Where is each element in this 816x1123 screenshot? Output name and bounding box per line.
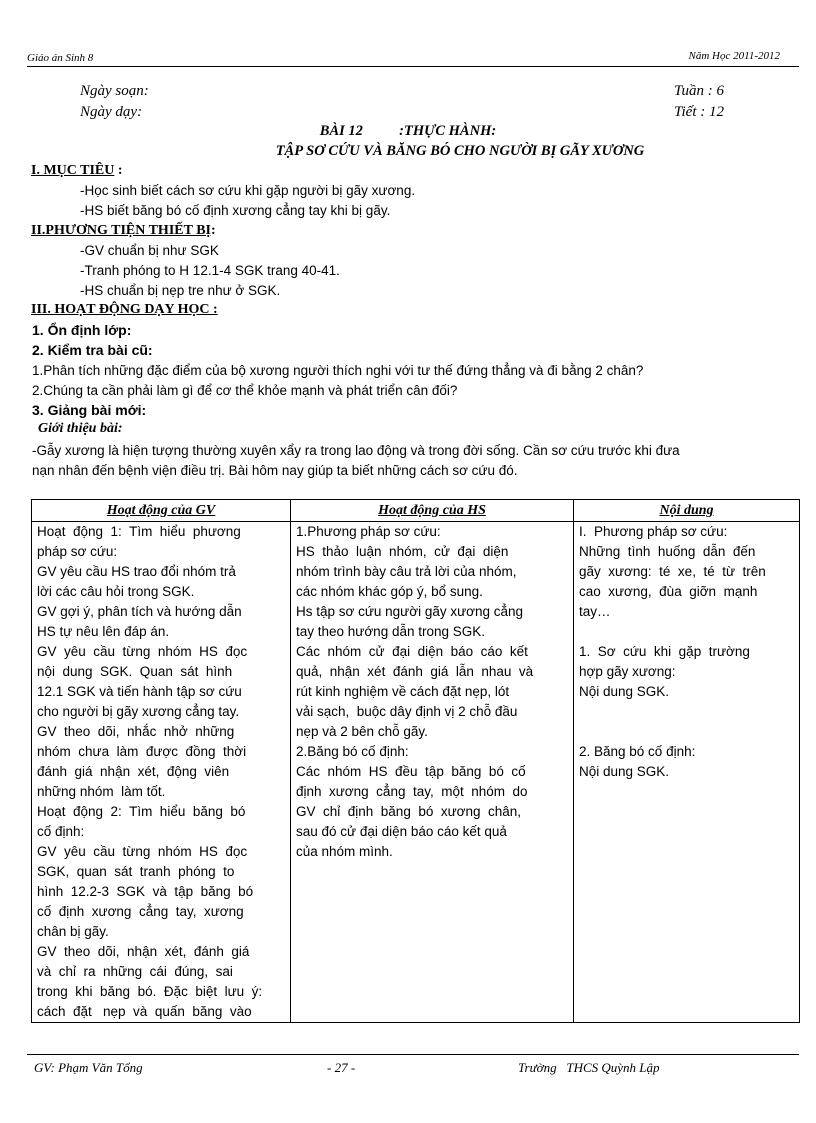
table-cell-line: vải sạch, buộc dây định vị 2 chỗ đầu	[296, 704, 518, 719]
column-header-gv: Hoạt động của GV	[32, 500, 291, 522]
table-cell-line: GV chỉ định băng bó xương chân,	[296, 804, 522, 819]
table-cell-line: hợp gãy xương:	[579, 664, 676, 679]
kiem-tra-bai-cu: 2. Kiểm tra bài cũ:	[32, 342, 153, 358]
table-cell-line: Nội dung SGK.	[579, 684, 670, 699]
table-cell-line: 12.1 SGK và tiến hành tập sơ cứu	[37, 684, 242, 699]
table-cell-line: rút kinh nghiệm về cách đặt nẹp, lót	[296, 684, 510, 699]
table-cell-line: và chỉ ra những cái đúng, sai	[37, 964, 233, 979]
table-cell-line: nhóm trình bày câu trả lời của nhóm,	[296, 564, 517, 579]
table-cell-line: sau đó cử đại diện báo cáo kết quả	[296, 824, 507, 839]
table-cell-line: nẹp và 2 bên chỗ gãy.	[296, 724, 428, 739]
table-cell-line: Hoạt động 2: Tìm hiểu băng bó	[37, 804, 246, 819]
table-cell-line: lời các câu hỏi trong SGK.	[37, 584, 195, 599]
table-cell-line: nội dung SGK. Quan sát hình	[37, 664, 233, 679]
table-row	[32, 522, 800, 1023]
question-1: 1.Phân tích những đặc điểm của bộ xương người thích nghi với tư thế đứng thẳng và đi bằng 2 chân?	[32, 363, 644, 378]
lesson-subtitle: TẬP SƠ CỨU VÀ BĂNG BÓ CHO NGƯỜI BỊ GÃY XƯƠNG	[275, 143, 645, 159]
table-cell-line: 1.Phương pháp sơ cứu:	[296, 524, 441, 539]
ngay-day-label: Ngày dạy:	[80, 104, 143, 120]
gv-activity-cell	[32, 522, 291, 1023]
section-2-item: -HS chuẩn bị nẹp tre như ở SGK.	[80, 283, 281, 298]
section-1-item: -Học sinh biết cách sơ cứu khi gặp người bị gãy xương.	[80, 183, 416, 198]
header-school-year: Năm Học 2011-2012	[688, 50, 780, 62]
lesson-activity-table	[31, 499, 800, 1023]
table-cell-line: gãy xương: té xe, té từ trên	[579, 564, 766, 579]
header-subject: Giáo án Sinh 8	[27, 52, 94, 64]
table-cell-line: các nhóm khác góp ý, bổ sung.	[296, 584, 483, 599]
table-cell-line: tay theo hướng dẫn trong SGK.	[296, 624, 486, 639]
table-cell-line: cao xương, đùa giỡn mạnh	[579, 584, 758, 599]
intro-line: -Gẫy xương là hiện tượng thường xuyên xẩy ra trong lao động và trong đời sống. Cần sơ cứu trước khi đưa	[32, 443, 680, 458]
section-2-item: -Tranh phóng to H 12.1-4 SGK trang 40-41.	[80, 263, 340, 278]
table-cell-line: cho người bị gãy xương cẳng tay.	[37, 704, 240, 719]
lesson-title: BÀI 12 :THỰC HÀNH:	[319, 123, 497, 139]
table-cell-line: GV yêu cầu từng nhóm HS đọc	[37, 844, 248, 859]
tiet-label: Tiết : 12	[674, 104, 725, 120]
table-cell-line: GV yêu cầu HS trao đổi nhóm trả	[37, 564, 236, 579]
table-cell-line: trong khi băng bó. Đặc biệt lưu ý:	[37, 984, 263, 999]
table-cell-line: nhóm chưa làm được đồng thời	[37, 744, 247, 759]
table-cell-line: 1. Sơ cứu khi gặp trường	[579, 644, 750, 659]
table-cell-line: GV theo dõi, nhận xét, đánh giá	[37, 944, 250, 959]
table-cell-line: Các nhóm cử đại diện báo cáo kết	[296, 644, 528, 659]
giang-bai-moi: 3. Giảng bài mới:	[32, 402, 147, 418]
table-cell-line: những nhóm làm tốt.	[37, 784, 166, 799]
question-2: 2.Chúng ta cần phải làm gì để cơ thể khỏe mạnh và phát triển cân đối?	[32, 383, 458, 398]
table-cell-line: cố định:	[37, 824, 85, 839]
column-header-hs: Hoạt động của HS	[291, 500, 574, 522]
table-cell-line: Hoạt động 1: Tìm hiểu phương	[37, 524, 241, 539]
hs-activity-cell	[291, 522, 574, 1023]
table-cell-line: cố định xương cẳng tay, xương	[37, 904, 244, 919]
header-rule	[27, 66, 799, 67]
table-cell-line: định xương cẳng tay, một nhóm do	[296, 784, 528, 799]
table-cell-line: HS tự nêu lên đáp án.	[37, 624, 170, 639]
footer-school: Trường THCS Quỳnh Lập	[518, 1060, 660, 1075]
table-cell-line: tay…	[579, 604, 611, 619]
table-cell-line: GV gợi ý, phân tích và hướng dẫn	[37, 604, 242, 619]
table-cell-line: pháp sơ cứu:	[37, 544, 118, 559]
table-cell-line: cách đặt nẹp và quấn băng vào	[37, 1004, 252, 1019]
footer-page-number: - 27 -	[327, 1060, 356, 1075]
ngay-soan-label: Ngày soạn:	[80, 83, 149, 99]
table-cell-line: hình 12.2-3 SGK và tập băng bó	[37, 884, 254, 899]
table-cell-line: Hs tập sơ cứu người gãy xương cẳng	[296, 604, 524, 619]
table-cell-line	[579, 622, 794, 642]
tuan-label: Tuần : 6	[674, 83, 725, 99]
table-cell-line: HS thảo luận nhóm, cử đại diện	[296, 544, 509, 559]
table-cell-line: đánh giá nhận xét, động viên	[37, 764, 230, 779]
section-2-heading: II.PHƯƠNG TIỆN THIẾT BỊ:	[31, 223, 216, 238]
section-1-item: -HS biết băng bó cố định xương cẳng tay khi bị gãy.	[80, 203, 391, 218]
table-cell-line: GV theo dõi, nhắc nhở những	[37, 724, 235, 739]
section-2-item: -GV chuẩn bị như SGK	[80, 243, 219, 258]
table-cell-line: 2. Băng bó cố định:	[579, 744, 696, 759]
section-3-heading: III. HOẠT ĐỘNG DẠY HỌC :	[31, 302, 218, 317]
intro-line: nạn nhân đến bệnh viện điều trị. Bài hôm nay giúp ta biết những cách sơ cứu đó.	[32, 463, 518, 478]
table-cell-line: GV yêu cầu từng nhóm HS đọc	[37, 644, 248, 659]
table-cell-line	[579, 702, 794, 722]
content-cell	[574, 522, 800, 1023]
table-cell-line: quả, nhận xét đánh giá lẫn nhau và	[296, 664, 534, 679]
table-cell-line: Những tình huống dẫn đến	[579, 544, 756, 559]
footer-teacher: GV: Phạm Văn Tổng	[34, 1060, 143, 1075]
on-dinh-lop: 1. Ổn định lớp:	[32, 322, 132, 338]
column-header-noi-dung: Nội dung	[574, 500, 800, 522]
table-header-row	[32, 500, 800, 522]
section-1-heading: I. MỤC TIÊU :	[31, 163, 123, 178]
table-cell-line: Các nhóm HS đều tập băng bó cố	[296, 764, 526, 779]
table-cell-line: Nội dung SGK.	[579, 764, 670, 779]
table-cell-line: chân bị gãy.	[37, 924, 109, 939]
table-cell-line: của nhóm mình.	[296, 844, 393, 859]
table-cell-line: I. Phương pháp sơ cứu:	[579, 524, 728, 539]
table-cell-line	[579, 722, 794, 742]
table-cell-line: 2.Băng bó cố định:	[296, 744, 409, 759]
table-cell-line: SGK, quan sát tranh phóng to	[37, 864, 235, 879]
gioi-thieu-bai: Giới thiệu bài:	[38, 421, 123, 436]
footer-rule	[27, 1054, 799, 1055]
